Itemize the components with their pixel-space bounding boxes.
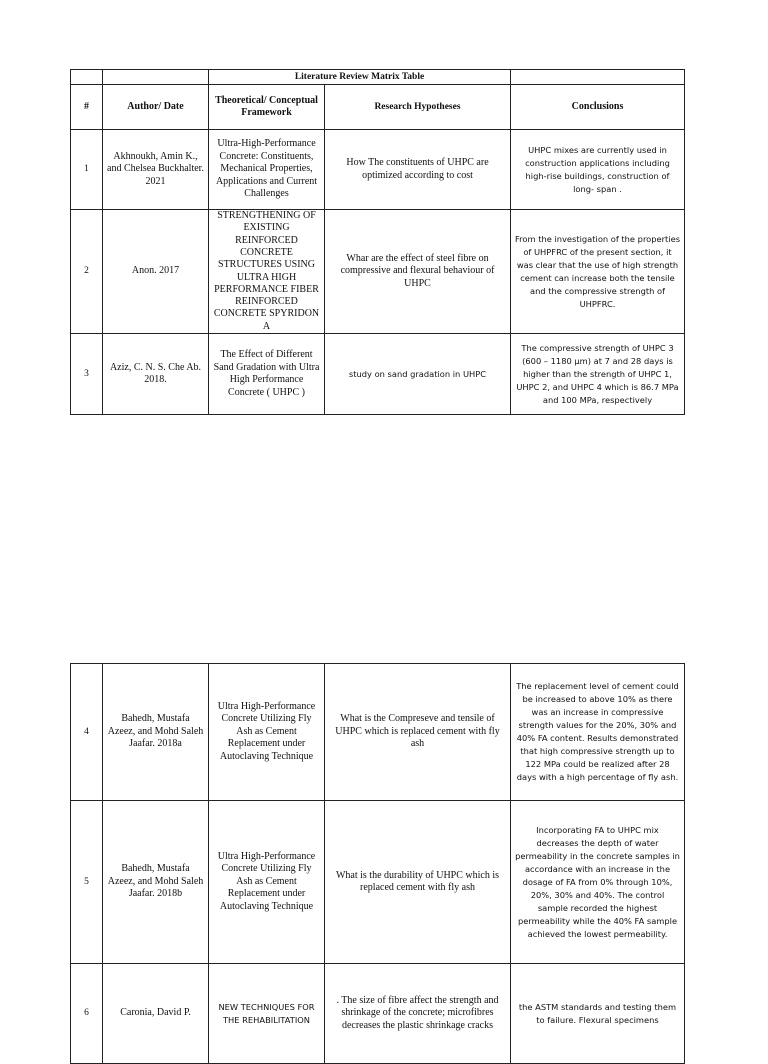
row-author: Aziz, C. N. S. Che Ab. 2018. [103,334,209,415]
row-framework: Ultra High-Performance Concrete Utilizing Fly Ash as Cement Replacement under Autoclaving Technique [209,801,325,964]
table-title-row [71,70,685,85]
row-number: 6 [71,964,103,1064]
row-framework: The Effect of Different Sand Gradation with Ultra High Performance Concrete ( UHPC ) [209,334,325,415]
row-conclusions: the ASTM standards and testing them to failure. Flexural specimens [511,964,685,1064]
row-author: Anon. 2017 [103,210,209,334]
row-framework: Ultra-High-Performance Concrete: Constituents, Mechanical Properties, Applications and Current Challenges [209,130,325,210]
table-row [71,801,685,964]
row-number: 4 [71,664,103,801]
row-conclusions: UHPC mixes are currently used in construction applications including high-rise buildings, construction of long- span . [511,130,685,210]
row-hypotheses: Whar are the effect of steel fibre on compressive and flexural behaviour of UHPC [325,210,511,334]
row-author: Caronia, David P. [103,964,209,1064]
row-number: 3 [71,334,103,415]
table-row [71,130,685,210]
table-title: Literature Review Matrix Table [209,70,511,85]
literature-matrix-table-part-1 [70,69,685,415]
header-conclusions: Conclusions [511,85,685,130]
table-row [71,664,685,801]
row-conclusions: From the investigation of the properties of UHPFRC of the present section, it was clear that the use of high strength cement can increase both the tensile and the compressive strength of UHPFRC. [511,210,685,334]
header-hypotheses: Research Hypotheses [325,85,511,130]
row-author: Bahedh, Mustafa Azeez, and Mohd Saleh Jaafar. 2018b [103,801,209,964]
row-number: 1 [71,130,103,210]
row-framework: STRENGTHENING OF EXISTING REINFORCED CONCRETE STRUCTURES USING ULTRA HIGH PERFORMANCE FIBER REINFORCED CONCRETE SPYRIDON A [209,210,325,334]
row-hypotheses: . The size of fibre affect the strength and shrinkage of the concrete; microfibres decreases the plastic shrinkage cracks [325,964,511,1064]
row-framework: NEW TECHNIQUES FOR THE REHABILITATION [209,964,325,1064]
row-number: 5 [71,801,103,964]
table-row [71,334,685,415]
table-row [71,210,685,334]
row-conclusions: Incorporating FA to UHPC mix decreases the depth of water permeability in the concrete samples in accordance with an increase in the dosage of FA from 0% through 10%, 20%, 30% and 40%. The control sample recorded the highest permeability while the 40% FA sample achieved the lowest permeability. [511,801,685,964]
header-num: # [71,85,103,130]
row-author: Akhnoukh, Amin K., and Chelsea Buckhalter. 2021 [103,130,209,210]
header-author: Author/ Date [103,85,209,130]
literature-matrix-table-part-2 [70,663,685,1064]
row-framework: Ultra High-Performance Concrete Utilizing Fly Ash as Cement Replacement under Autoclaving Technique [209,664,325,801]
row-conclusions: The replacement level of cement could be increased to above 10% as there was an increase in compressive strength values for the 20%, 30% and 40% FA content. Results demonstrated that high compressive strength up to 122 MPa could be realized after 28 days with a high percentage of fly ash. [511,664,685,801]
row-hypotheses: What is the Compreseve and tensile of UHPC which is replaced cement with fly ash [325,664,511,801]
header-framework: Theoretical/ Conceptual Framework [209,85,325,130]
table-header-row [71,85,685,130]
row-number: 2 [71,210,103,334]
row-hypotheses: How The constituents of UHPC are optimized according to cost [325,130,511,210]
row-hypotheses: study on sand gradation in UHPC [325,334,511,415]
table-row [71,964,685,1064]
row-author: Bahedh, Mustafa Azeez, and Mohd Saleh Jaafar. 2018a [103,664,209,801]
row-conclusions: The compressive strength of UHPC 3 (600 – 1180 µm) at 7 and 28 days is higher than the strength of UHPC 1, UHPC 2, and UHPC 4 which is 86.7 MPa and 100 MPa, respectively [511,334,685,415]
row-hypotheses: What is the durability of UHPC which is replaced cement with fly ash [325,801,511,964]
